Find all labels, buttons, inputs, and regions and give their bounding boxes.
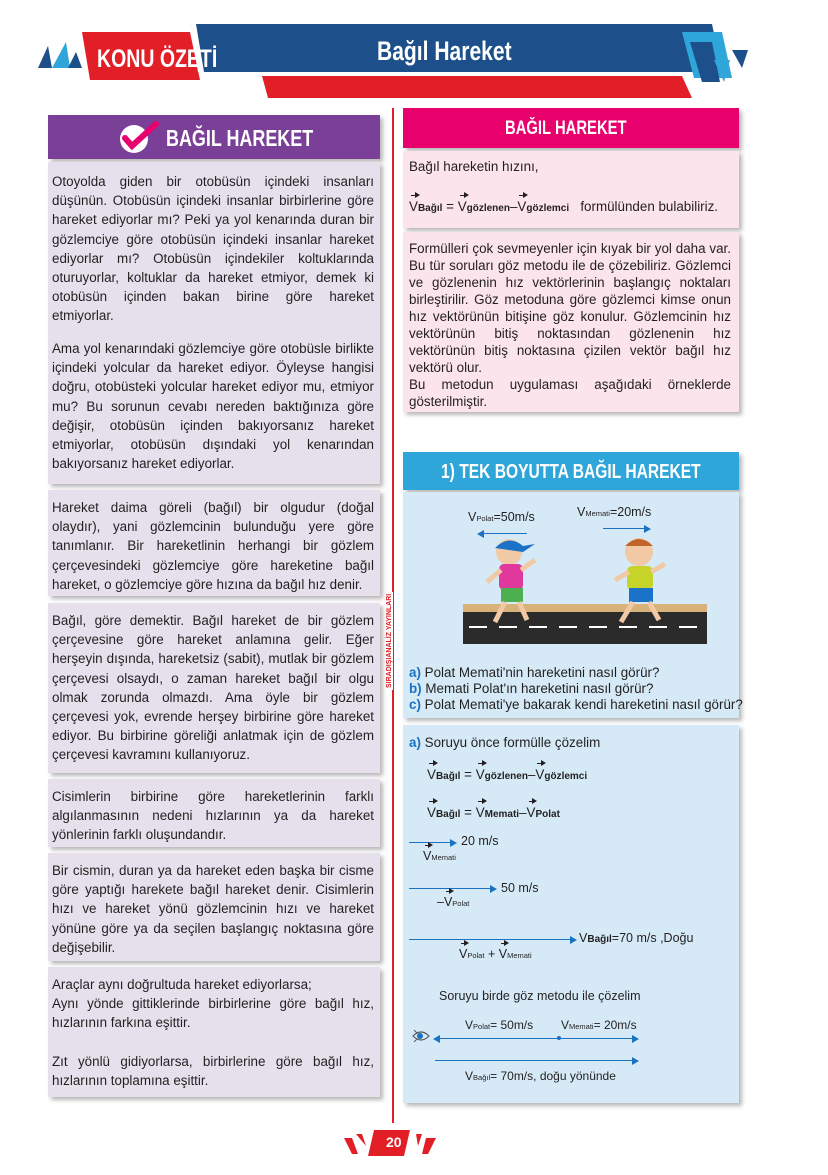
eye-polat-label: VPolat= 50m/s <box>465 1018 534 1032</box>
paragraph-7b: Aynı yönde gittiklerinde birbirlerine göre bağıl hız, hızlarının farkına eşittir. <box>52 996 374 1031</box>
header-konu-label: KONU ÖZETİ <box>97 45 218 73</box>
vector-v-bagil: V <box>409 199 418 214</box>
solution-title: a) Soruyu önce formülle çözelim <box>409 735 601 750</box>
header-title: Bağıl Hareket <box>377 36 512 66</box>
paragraph-6: Bir cismin, duran ya da hareket eden başka bir cisme göre yaptığı harekete bağıl hareket denir. Cisimlerin hızı ve hareket yönü gözlemcinin hızı ve hareket yönüne göre ya da seçilen başlangıç noktasına göre değişebilir. <box>52 863 374 955</box>
label-v-polat: VPolat=50m/s <box>468 510 535 524</box>
left-box-6 <box>48 967 380 1097</box>
method-paragraph-2: Bu metodun uygulaması aşağıdaki örneklerde gösterilmiştir. <box>409 377 731 409</box>
question-b: b) Memati Polat'ın hareketini nasıl görür? <box>409 681 654 696</box>
paragraph-3: Hareket daima göreli (bağıl) bir olgudur (doğal olaydır), yani gözlemcinin bulunduğu yere göre tanımlanır. Bir hareketlinin herhangi bir gözlem çerçevesindeki gözlemciye göre hareketine bağıl hareket, o gözlemciye göre hızına da bağıl hız denir. <box>52 500 374 592</box>
formula-intro: Bağıl hareketin hızını, <box>409 159 539 174</box>
vector-20-name: VMemati <box>423 849 456 863</box>
question-c: c) Polat Memati'ye bakarak kendi hareketini nasıl görür? <box>409 697 743 712</box>
formula-line: VBağıl = Vgözlenen–Vgözlemci formülünden bulabiliriz. <box>409 199 719 214</box>
formula-box <box>403 151 739 228</box>
left-title: BAĞIL HAREKET <box>166 125 314 151</box>
paragraph-4: Bağıl, göre demektir. Bağıl hareket de bir gözlem çerçevesine göre hareket anlamına gelir. Eğer herşeyin dışında, hareketsiz (sabit), mutlak bir gözlem çerçevesi olsaydı, o zaman hareket bağıl bir olgu olmak zorunda olmazdı. Ama öyle bir gözlem çerçevesi yok, evrende herşey birbirine göre hareket ediyor. Bu birbirine göreliği anlatmak için de gözlem çerçevesi kavramını kullanıyoruz. <box>52 613 374 763</box>
left-box-1 <box>48 162 380 484</box>
running-kids-illustration <box>443 530 725 648</box>
header-right-logo-icon <box>690 40 750 84</box>
eye-memati-label: VMemati= 20m/s <box>561 1018 637 1032</box>
eye-method-title: Soruyu birde göz metodu ile çözelim <box>439 989 641 1003</box>
paragraph-1: Otoyolda giden bir otobüsün içindeki insanları düşünün. Otobüsün içindeki insanlar birbirlerine göre hareket ediyorlar mı? Peki ya yol kenarında duran bir gözlemciye göre otobüsün içindeki insanlar hareket ediyorlar mı? Otobüsün içindekiler koltuklarında oturuyorlar, koltuklar da hareket etmiyor, demek ki otobüsün içinden bakan birine göre hareket etmiyorlar. <box>52 174 374 324</box>
vector-20-label: 20 m/s <box>461 834 499 848</box>
right-title-bar <box>403 108 739 148</box>
paragraph-7a: Araçlar aynı doğrultuda hareket ediyorlarsa; <box>52 977 312 992</box>
section-title: 1) TEK BOYUTTA BAĞIL HAREKET <box>441 461 701 483</box>
vector-result-arrow <box>409 939 575 940</box>
left-box-2 <box>48 490 380 596</box>
solution-formula-2: VBağıl = VMemati–VPolat <box>427 805 560 820</box>
checkmark-icon <box>116 121 162 155</box>
formula-tail: formülünden bulabiliriz. <box>580 199 719 214</box>
header-left-logo-icon <box>38 40 82 70</box>
eye-memati-arrow <box>559 1038 637 1039</box>
left-box-4 <box>48 779 380 847</box>
solution-formula-1: VBağıl = Vgözlenen–Vgözlemci <box>427 767 588 782</box>
solution-box <box>403 725 739 1103</box>
left-box-3 <box>48 603 380 773</box>
vector-v-gozlenen: V <box>457 199 467 214</box>
vector-result-label: VBağıl=70 m/s ,Doğu <box>579 931 694 945</box>
header <box>0 0 828 100</box>
section-title-bar <box>403 452 739 490</box>
page-number: 20 <box>386 1134 402 1150</box>
eye-split-dot <box>557 1036 561 1040</box>
eye-icon <box>411 1027 431 1045</box>
method-box <box>403 232 739 412</box>
left-box-5 <box>48 853 380 961</box>
question-a: a) Polat Memati'nin hareketini nasıl görür? <box>409 665 660 680</box>
vector-50-name: –VPolat <box>437 895 470 909</box>
paragraph-5: Cisimlerin birbirine göre hareketlerinin farklı algılanmasının nedeni hızlarının ya da hareket yönlerinin farklı oluşundandır. <box>52 789 374 843</box>
paragraph-2: Ama yol kenarındaki gözlemciye göre otobüsle birlikte içindeki yolcular da hareket ediyor. Öyleyse hangisi doğru, otobüsteki yolcular hareket ediyor mu, etmiyor mu? Bu sorunun cevabı nereden baktığınıza göre değişir, otobüsün içinden bakıyorsanız hareket etmiyorlar, otobüsün dışındaki yol kenarından bakıyorsanız hareket ediyorlar. <box>52 341 374 472</box>
vector-result-name: VPolat + VMemati <box>459 947 532 961</box>
paragraph-7c: Zıt yönlü gidiyorlarsa, birbirlerine göre bağıl hız, hızlarının toplamına eşittir. <box>52 1053 374 1088</box>
label-v-memati: VMemati=20m/s <box>577 505 652 519</box>
vector-v-gozlemci: V <box>517 199 527 214</box>
eye-bagil-arrow <box>435 1060 637 1061</box>
eye-polat-arrow <box>435 1038 559 1039</box>
vector-50-label: 50 m/s <box>501 881 539 895</box>
eye-bagil-label: VBağıl= 70m/s, doğu yönünde <box>465 1069 616 1083</box>
example-box <box>403 492 743 718</box>
right-title: BAĞIL HAREKET <box>505 118 627 139</box>
left-title-bar <box>48 115 380 159</box>
method-paragraph: Formülleri çok sevmeyenler için kıyak bir yol daha var. Bu tür soruları göz metodu ile de çözebiliriz. Gözlemci ve gözlenenin hız vektörlerinin başlangıç noktaları birleştirilir. Göz metoduna göre gözlemci kimse onun hız vektörünün bitişine göz konulur. Gözlemcinin hız vektörünün bitiş noktasından gözlenenin hız vektörünün bitiş noktasına çizilen vektör bağıl hız vektörü olur. <box>409 241 731 375</box>
spine-text: SIRADIŞIANALİZ YAYINLARI <box>386 593 393 688</box>
arrow-memati-right <box>603 528 649 529</box>
